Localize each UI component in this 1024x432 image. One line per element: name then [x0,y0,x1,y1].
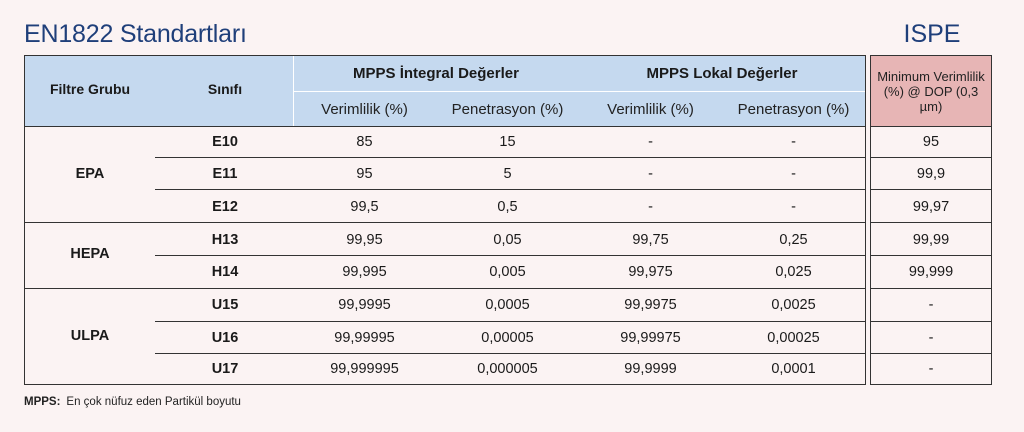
page-title: EN1822 Standartları [24,20,247,48]
ispe-value: - [928,361,934,377]
header-eff-local: Verimlilik (%) [607,101,694,118]
ispe-value: 99,9 [916,166,946,182]
group-hepa: HEPA [70,246,110,262]
footnote [24,396,241,408]
table-header [25,56,865,127]
header-integral: MPPS İntegral Değerler [353,65,519,82]
ispe-title: ISPE [903,20,961,48]
header-pen-integral: Penetrasyon (%) [451,101,564,118]
group-ulpa: ULPA [70,328,110,344]
footnote-text: En çok nüfuz eden Partikül boyutu [66,396,241,408]
en1822-table: Filtre Grubu Sınıfı MPPS İntegral Değerler MPPS Lokal Değerler Verimlilik (%) Penetrasyon (%) Verimlilik (%) Penetrasyon (%) EPA HEPA ULPA E10 85 15 - - E11 95 5 - - E12 99,5 0,5 - - H13 99,95 0,05 99,75 0,25 H14 99,995 0,005 99,975 0,025 U15 99,9995 0,0005 99,9975 0,0025 U16 99,99995 0,00005 99,99975 0,00025 U17 99,999995 0,000005 99,9999 0,0001 [24,55,866,385]
ispe-value: 95 [922,134,940,150]
header-local: MPPS Lokal Değerler [646,65,798,82]
ispe-table [870,55,992,385]
ispe-value: 99,999 [908,264,954,280]
header-eff-integral: Verimlilik (%) [321,101,408,118]
header-pen-local: Penetrasyon (%) [737,101,850,118]
ispe-header: Minimum Verimlilik (%) @ DOP (0,3 µm) [871,56,991,127]
footnote-label: MPPS: [24,396,61,408]
ispe-value: 99,97 [912,199,950,215]
group-epa: EPA [75,166,105,182]
header-group: Filtre Grubu [49,81,131,97]
ispe-value: - [928,330,934,346]
ispe-value: 99,99 [912,232,950,248]
header-class: Sınıfı [207,81,243,97]
ispe-value: - [928,297,934,313]
